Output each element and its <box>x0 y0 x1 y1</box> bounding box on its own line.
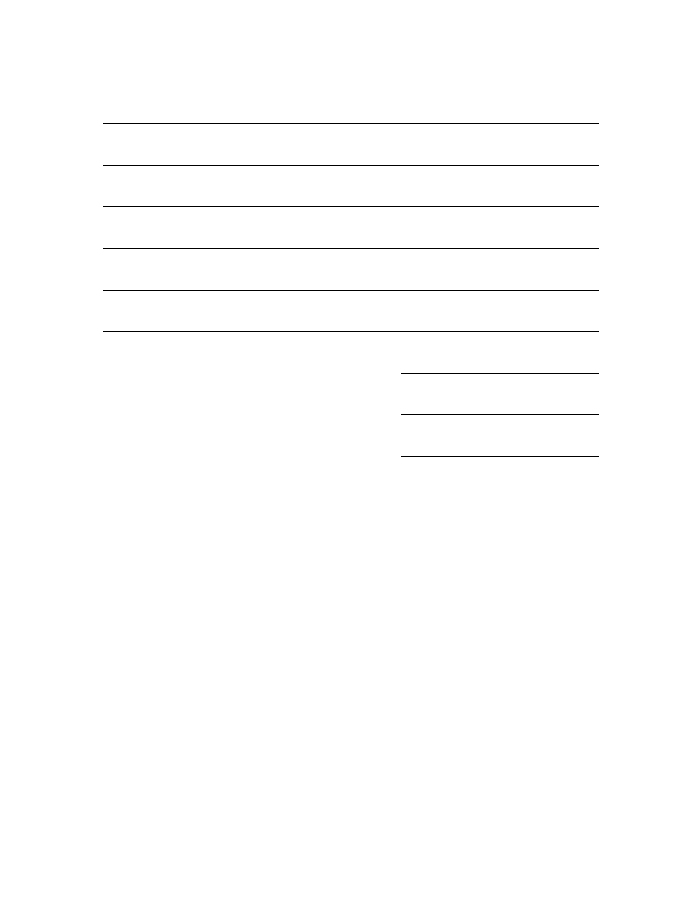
count-cell <box>440 415 453 436</box>
count-cell <box>559 290 572 311</box>
count-cell <box>506 311 519 332</box>
count-cell <box>506 165 519 186</box>
count-cell <box>533 311 546 332</box>
count-cell <box>506 332 519 353</box>
count-cell <box>440 290 453 311</box>
count-cell <box>572 415 585 436</box>
table-row <box>103 248 599 269</box>
type-letters-cell <box>103 207 401 249</box>
count-cell <box>453 207 466 228</box>
count-cell <box>533 165 546 186</box>
count-cell <box>480 290 493 311</box>
count-cell <box>453 436 466 457</box>
count-cell <box>546 332 559 353</box>
count-cell <box>586 165 599 186</box>
count-cell <box>493 269 506 290</box>
count-cell <box>480 269 493 290</box>
count-cell <box>467 269 480 290</box>
count-cell <box>572 352 585 373</box>
count-cell <box>467 373 480 394</box>
count-cell <box>440 311 453 332</box>
count-cell <box>586 248 599 269</box>
count-cell <box>546 186 559 207</box>
count-cell <box>467 394 480 415</box>
count-cell <box>493 165 506 186</box>
type-letters-header <box>103 144 401 165</box>
count-cell <box>546 228 559 249</box>
count-cell <box>467 415 480 436</box>
count-cell <box>493 373 506 394</box>
count-cell <box>480 373 493 394</box>
trade-size-col-header <box>480 124 493 166</box>
count-cell <box>520 415 533 436</box>
count-cell <box>493 207 506 228</box>
count-cell <box>480 186 493 207</box>
count-cell <box>546 269 559 290</box>
count-cell <box>572 165 585 186</box>
count-cell <box>546 165 559 186</box>
count-cell <box>572 228 585 249</box>
conductor-size-cell <box>401 311 441 332</box>
count-cell <box>533 290 546 311</box>
count-cell <box>506 373 519 394</box>
conductor-size-cell <box>401 248 441 269</box>
count-cell <box>559 165 572 186</box>
count-cell <box>586 290 599 311</box>
count-cell <box>586 186 599 207</box>
count-cell <box>480 207 493 228</box>
count-cell <box>440 332 453 353</box>
count-cell <box>546 207 559 228</box>
count-cell <box>546 248 559 269</box>
count-cell <box>467 165 480 186</box>
count-cell <box>467 248 480 269</box>
count-cell <box>520 207 533 228</box>
count-cell <box>586 352 599 373</box>
count-cell <box>520 352 533 373</box>
count-cell <box>453 228 466 249</box>
count-cell <box>533 228 546 249</box>
trade-size-col-header <box>467 124 480 166</box>
count-cell <box>559 373 572 394</box>
conductor-size-cell <box>401 373 441 394</box>
count-cell <box>506 290 519 311</box>
count-cell <box>559 207 572 228</box>
table-row <box>103 290 599 311</box>
count-cell <box>440 228 453 249</box>
count-cell <box>467 352 480 373</box>
table-3a <box>103 123 599 457</box>
count-cell <box>533 352 546 373</box>
count-cell <box>559 415 572 436</box>
count-cell <box>493 290 506 311</box>
count-cell <box>559 269 572 290</box>
count-cell <box>506 415 519 436</box>
conductor-size-cell <box>401 352 441 373</box>
table-row <box>103 207 599 228</box>
trade-size-col-header <box>506 124 519 166</box>
count-cell <box>493 394 506 415</box>
count-cell <box>440 248 453 269</box>
count-cell <box>453 290 466 311</box>
count-cell <box>453 332 466 353</box>
count-cell <box>546 373 559 394</box>
count-cell <box>440 394 453 415</box>
count-cell <box>533 248 546 269</box>
trade-size-col-header <box>440 124 453 166</box>
conductor-size-cell <box>401 415 441 436</box>
count-cell <box>586 207 599 228</box>
count-cell <box>546 352 559 373</box>
count-cell <box>546 394 559 415</box>
count-cell <box>453 186 466 207</box>
count-cell <box>467 207 480 228</box>
count-cell <box>440 165 453 186</box>
conductor-size-cell <box>401 269 441 290</box>
count-cell <box>559 186 572 207</box>
count-cell <box>506 269 519 290</box>
count-cell <box>520 394 533 415</box>
count-cell <box>493 332 506 353</box>
conductor-size-cell <box>401 436 441 457</box>
count-cell <box>440 436 453 457</box>
count-cell <box>533 207 546 228</box>
count-cell <box>493 311 506 332</box>
count-cell <box>520 436 533 457</box>
count-cell <box>480 228 493 249</box>
count-cell <box>533 394 546 415</box>
trade-size-header <box>103 124 440 145</box>
count-cell <box>453 415 466 436</box>
count-cell <box>520 186 533 207</box>
count-cell <box>586 269 599 290</box>
count-cell <box>480 311 493 332</box>
count-cell <box>559 332 572 353</box>
count-cell <box>586 332 599 353</box>
conductor-size-cell <box>401 290 441 311</box>
trade-size-col-header <box>493 124 506 166</box>
conductor-size-cell <box>401 186 441 207</box>
count-cell <box>467 228 480 249</box>
conductor-size-cell <box>401 394 441 415</box>
running-head <box>599 49 611 64</box>
count-cell <box>453 269 466 290</box>
count-cell <box>572 269 585 290</box>
type-letters-cell <box>103 332 401 457</box>
count-cell <box>440 207 453 228</box>
count-cell <box>546 415 559 436</box>
count-cell <box>520 332 533 353</box>
count-cell <box>533 436 546 457</box>
count-cell <box>506 186 519 207</box>
count-cell <box>586 373 599 394</box>
table-row <box>103 332 599 353</box>
table-row <box>103 165 599 186</box>
count-cell <box>467 290 480 311</box>
count-cell <box>572 436 585 457</box>
count-cell <box>493 436 506 457</box>
count-cell <box>480 352 493 373</box>
count-cell <box>506 352 519 373</box>
count-cell <box>533 186 546 207</box>
count-cell <box>520 311 533 332</box>
count-cell <box>453 248 466 269</box>
conductor-size-cell <box>401 207 441 228</box>
count-cell <box>493 415 506 436</box>
count-cell <box>440 186 453 207</box>
trade-size-col-header <box>586 124 599 166</box>
count-cell <box>572 186 585 207</box>
count-cell <box>546 290 559 311</box>
conductor-size-header <box>401 144 441 165</box>
count-cell <box>546 436 559 457</box>
count-cell <box>467 311 480 332</box>
count-cell <box>586 228 599 249</box>
count-cell <box>586 311 599 332</box>
count-cell <box>572 332 585 353</box>
count-cell <box>586 415 599 436</box>
count-cell <box>506 207 519 228</box>
trade-size-col-header <box>520 124 533 166</box>
count-cell <box>572 373 585 394</box>
count-cell <box>559 311 572 332</box>
count-cell <box>559 228 572 249</box>
count-cell <box>440 352 453 373</box>
count-cell <box>586 394 599 415</box>
count-cell <box>559 394 572 415</box>
count-cell <box>572 248 585 269</box>
count-cell <box>520 269 533 290</box>
conductor-size-cell <box>401 228 441 249</box>
count-cell <box>493 186 506 207</box>
count-cell <box>520 165 533 186</box>
count-cell <box>572 394 585 415</box>
count-cell <box>453 373 466 394</box>
count-cell <box>453 165 466 186</box>
count-cell <box>467 436 480 457</box>
count-cell <box>493 228 506 249</box>
count-cell <box>559 352 572 373</box>
count-cell <box>506 248 519 269</box>
count-cell <box>586 436 599 457</box>
count-cell <box>546 311 559 332</box>
count-cell <box>520 228 533 249</box>
type-letters-cell <box>103 248 401 290</box>
count-cell <box>572 290 585 311</box>
count-cell <box>559 436 572 457</box>
count-cell <box>440 373 453 394</box>
count-cell <box>480 248 493 269</box>
conductor-size-cell <box>401 165 441 186</box>
count-cell <box>506 394 519 415</box>
count-cell <box>533 269 546 290</box>
count-cell <box>572 311 585 332</box>
count-cell <box>493 248 506 269</box>
count-cell <box>480 415 493 436</box>
count-cell <box>467 332 480 353</box>
count-cell <box>453 352 466 373</box>
count-cell <box>533 415 546 436</box>
count-cell <box>559 248 572 269</box>
count-cell <box>520 248 533 269</box>
count-cell <box>520 290 533 311</box>
count-cell <box>506 228 519 249</box>
conductor-size-cell <box>401 332 441 353</box>
count-cell <box>480 394 493 415</box>
count-cell <box>453 394 466 415</box>
type-letters-cell <box>103 165 401 207</box>
count-cell <box>467 186 480 207</box>
count-cell <box>480 436 493 457</box>
count-cell <box>480 332 493 353</box>
count-cell <box>572 207 585 228</box>
count-cell <box>440 269 453 290</box>
trade-size-col-header <box>533 124 546 166</box>
count-cell <box>506 436 519 457</box>
count-cell <box>453 311 466 332</box>
trade-size-col-header <box>453 124 466 166</box>
trade-size-col-header <box>546 124 559 166</box>
type-letters-cell <box>103 290 401 332</box>
count-cell <box>533 332 546 353</box>
count-cell <box>533 373 546 394</box>
count-cell <box>493 352 506 373</box>
count-cell <box>520 373 533 394</box>
trade-size-col-header <box>559 124 572 166</box>
trade-size-col-header <box>572 124 585 166</box>
count-cell <box>480 165 493 186</box>
